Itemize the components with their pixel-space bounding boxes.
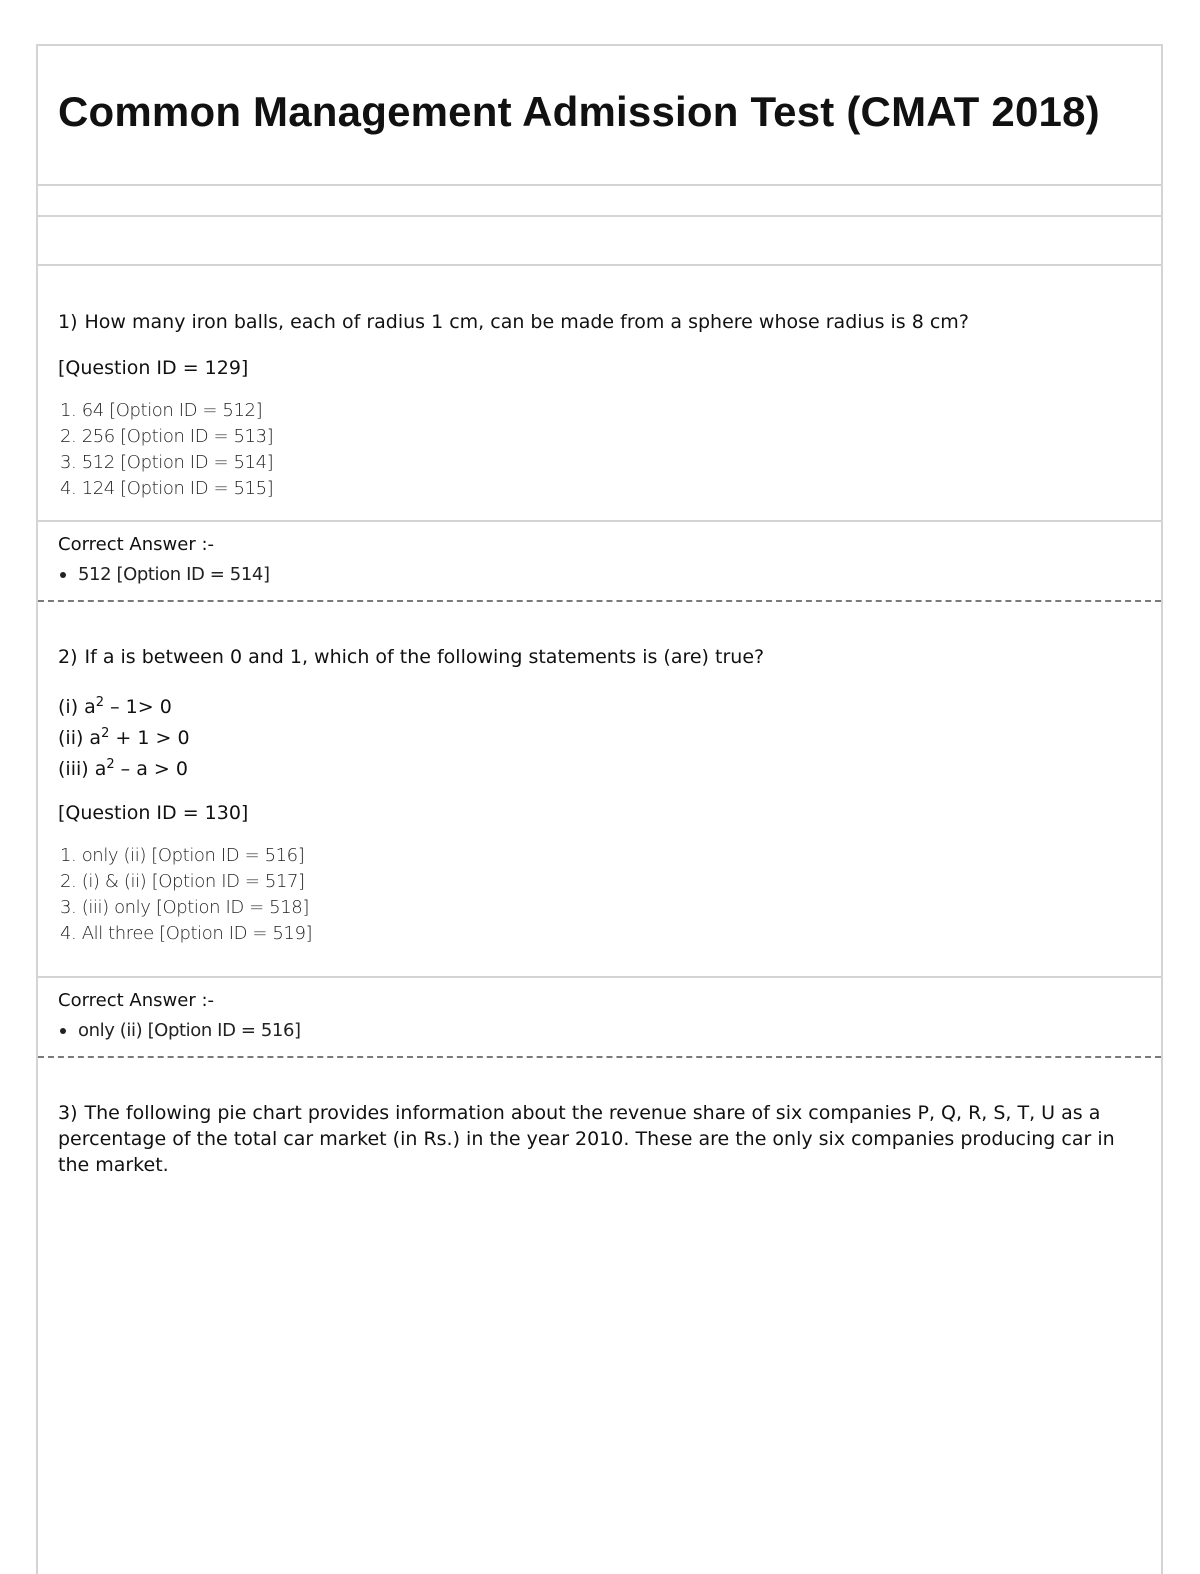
bullet-icon [60, 572, 66, 578]
correct-answer-item [58, 564, 1141, 585]
correct-answer-label: Correct Answer :- [58, 534, 214, 555]
statement-3: (iii) $a^2 - a > 0$ [58, 757, 188, 780]
empty-row [38, 186, 1161, 217]
option-4: 4. All three [Option ID = 519] [60, 923, 313, 944]
question-body: How many iron balls, each of radius 1 cm, can be made from a sphere whose radius is 8 cm? [84, 311, 969, 333]
statement-2: (ii) $a^2 + 1 > 0$ [58, 726, 190, 749]
correct-answer-text: only (ii) [Option ID = 516] [78, 1020, 301, 1041]
page-title: Common Management Admission Test (CMAT 2018) [58, 88, 1100, 135]
correct-answer-list [58, 1020, 1141, 1041]
question-3 [38, 1058, 1161, 1178]
question-number: 2) [58, 646, 78, 668]
question-body: If a is between 0 and 1, which of the following statements is (are) true? [84, 646, 765, 668]
correct-answer-item [58, 1020, 1141, 1041]
option-2: 2. (i) & (ii) [Option ID = 517] [60, 871, 305, 892]
empty-row [38, 217, 1161, 266]
options-list [58, 843, 1141, 947]
document-frame [36, 44, 1163, 1574]
question-text [58, 266, 1141, 335]
question-text [58, 602, 1141, 670]
option-3: 3. (iii) only [Option ID = 518] [60, 897, 309, 918]
question-text [58, 1058, 1141, 1178]
question-number: 1) [58, 311, 78, 333]
statements [58, 692, 1141, 785]
title-section [38, 46, 1161, 186]
option-2: 2. 256 [Option ID = 513] [60, 426, 274, 447]
question-id: [Question ID = 129] [58, 357, 249, 379]
correct-answer-list [58, 564, 1141, 585]
question-number: 3) [58, 1102, 78, 1124]
question-2 [38, 602, 1161, 978]
option-1: 1. 64 [Option ID = 512] [60, 400, 263, 421]
bullet-icon [60, 1028, 66, 1034]
question-id: [Question ID = 130] [58, 802, 249, 824]
statement-1: (i) $a^2 - 1> 0$ [58, 695, 172, 718]
correct-answer-section [38, 978, 1161, 1058]
correct-answer-text: 512 [Option ID = 514] [78, 564, 270, 585]
options-list [58, 398, 1141, 502]
question-1 [38, 266, 1161, 522]
correct-answer-label: Correct Answer :- [58, 990, 214, 1011]
option-3: 3. 512 [Option ID = 514] [60, 452, 274, 473]
question-body: The following pie chart provides information about the revenue share of six companies P, Q, R, S, T, U as a percentage of the total car market (in Rs.) in the year 2010. These are the only six companies producing car in the market. [58, 1102, 1115, 1176]
option-1: 1. only (ii) [Option ID = 516] [60, 845, 305, 866]
option-4: 4. 124 [Option ID = 515] [60, 478, 274, 499]
correct-answer-section [38, 522, 1161, 602]
